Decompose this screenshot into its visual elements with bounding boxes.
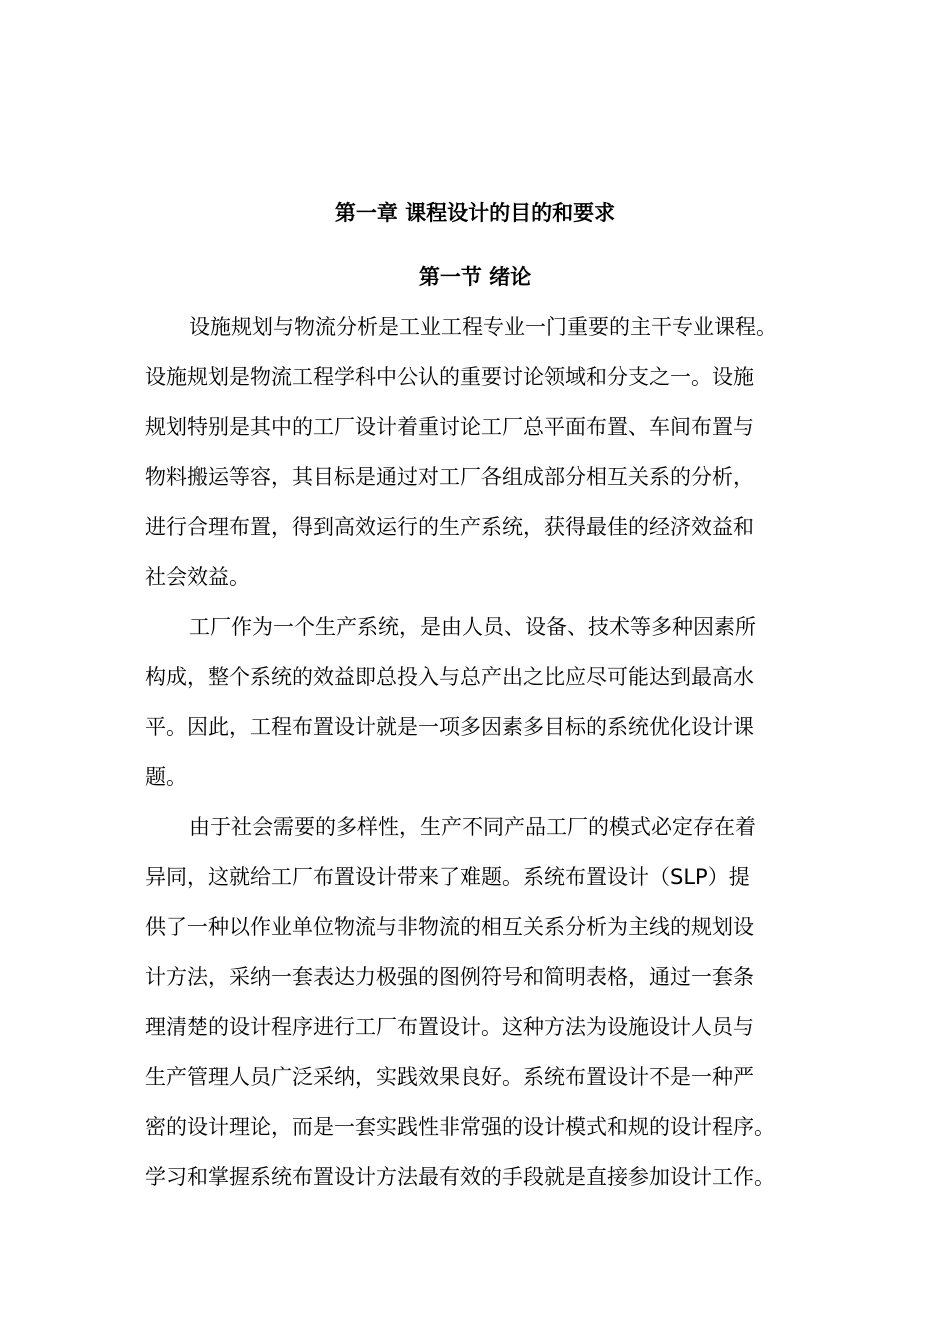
paragraph-1-line-6: 社会效益。 <box>145 565 250 589</box>
paragraph-3-line-1: 由于社会需要的多样性，生产不同产品工厂的模式必定存在着 <box>189 815 756 839</box>
paragraph-1-line-1: 设施规划与物流分析是工业工程专业一门重要的主干专业课程。 <box>189 315 777 339</box>
paragraph-1-line-5: 进行合理布置，得到高效运行的生产系统，获得最佳的经济效益和 <box>145 515 754 539</box>
chapter-title: 第一章 课程设计的目的和要求 <box>334 201 616 225</box>
paragraph-3-line-3: 供了一种以作业单位物流与非物流的相互关系分析为主线的规划设 <box>145 915 754 939</box>
paragraph-3-line-5: 理清楚的设计程序进行工厂布置设计。这种方法为设施设计人员与 <box>145 1015 754 1039</box>
paragraph-3-line-2: 异同，这就给工厂布置设计带来了难题。系统布置设计（SLP）提 <box>145 865 750 889</box>
paragraph-3-line-4: 计方法，采纳一套表达力极强的图例符号和简明表格，通过一套条 <box>145 965 754 989</box>
paragraph-3-line-6: 生产管理人员广泛采纳，实践效果良好。系统布置设计不是一种严 <box>145 1065 754 1089</box>
paragraph-3-line-7: 密的设计理论，而是一套实践性非常强的设计模式和规的设计程序。 <box>145 1115 775 1139</box>
paragraph-3-line-8: 学习和掌握系统布置设计方法最有效的手段就是直接参加设计工作。 <box>145 1165 775 1189</box>
paragraph-1-line-2: 设施规划是物流工程学科中公认的重要讨论领域和分支之一。设施 <box>145 365 754 389</box>
paragraph-1-line-4: 物料搬运等容，其目标是通过对工厂各组成部分相互关系的分析， <box>145 465 754 489</box>
paragraph-2-line-3: 平。因此，工程布置设计就是一项多因素多目标的系统优化设计课 <box>145 715 754 739</box>
paragraph-2-line-1: 工厂作为一个生产系统，是由人员、设备、技术等多种因素所 <box>189 615 756 639</box>
paragraph-2-line-4: 题。 <box>145 765 187 789</box>
section-title: 第一节 绪论 <box>418 265 532 289</box>
paragraph-1-line-3: 规划特别是其中的工厂设计着重讨论工厂总平面布置、车间布置与 <box>145 415 754 439</box>
paragraph-2-line-2: 构成，整个系统的效益即总投入与总产出之比应尽可能达到最高水 <box>145 665 754 689</box>
